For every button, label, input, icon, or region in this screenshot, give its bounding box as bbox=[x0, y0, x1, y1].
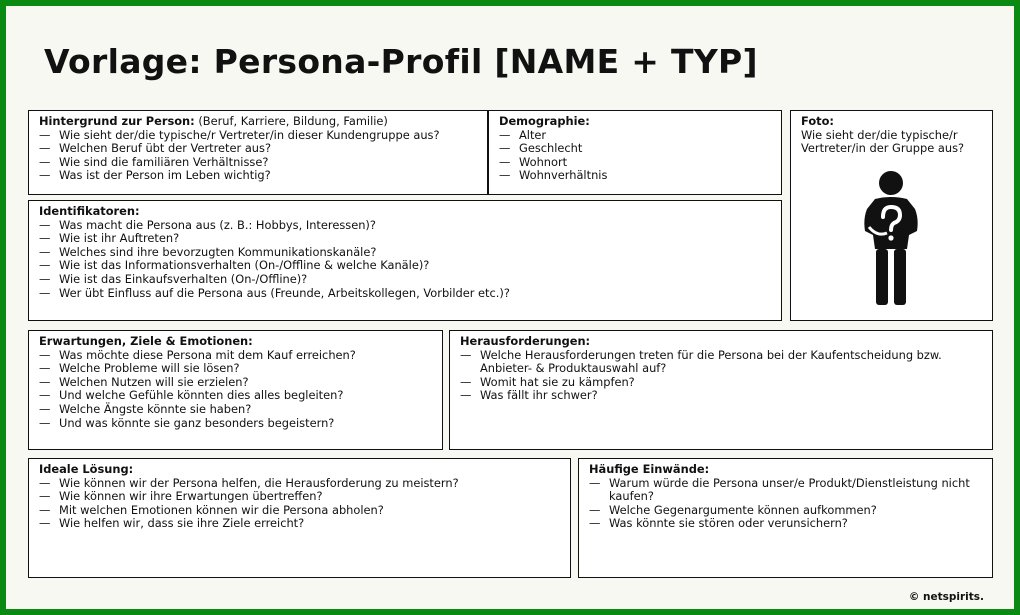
herausforderungen-heading: Herausforderungen: bbox=[460, 334, 591, 348]
list-item: — Was fällt ihr schwer? bbox=[460, 389, 984, 403]
hintergrund-list bbox=[39, 129, 479, 183]
list-item: — Welchen Beruf übt der Vertreter aus? bbox=[39, 142, 479, 156]
section-ideale-loesung bbox=[28, 458, 571, 578]
section-erwartungen bbox=[28, 330, 443, 450]
list-item: — Wohnort bbox=[499, 156, 773, 170]
list-item: — Welches sind ihre bevorzugten Kommunikationskanäle? bbox=[39, 246, 773, 260]
list-item: — Welche Herausforderungen treten für die Persona bei der Kaufentscheidung bzw. Anbieter- & Produktauswahl auf? bbox=[460, 349, 984, 376]
erwartungen-heading: Erwartungen, Ziele & Emotionen: bbox=[39, 334, 253, 348]
list-item: — Wie ist das Informationsverhalten (On-/Offline & welche Kanäle)? bbox=[39, 259, 773, 273]
einwaende-list bbox=[589, 477, 984, 531]
herausforderungen-list bbox=[460, 349, 984, 403]
identifikatoren-list bbox=[39, 219, 773, 301]
page-title: Vorlage: Persona-Profil [NAME + TYP] bbox=[44, 42, 758, 81]
list-item: — Welchen Nutzen will sie erzielen? bbox=[39, 376, 434, 390]
list-item: — Wohnverhältnis bbox=[499, 169, 773, 183]
list-item: — Welche Ängste könnte sie haben? bbox=[39, 403, 434, 417]
list-item: — Wie sind die familiären Verhältnisse? bbox=[39, 156, 479, 170]
hintergrund-heading: Hintergrund zur Person: bbox=[39, 114, 195, 128]
section-heading bbox=[39, 115, 479, 129]
demographie-list bbox=[499, 129, 773, 183]
list-item: — Womit hat sie zu kämpfen? bbox=[460, 376, 984, 390]
section-foto bbox=[790, 110, 993, 321]
list-item: — Warum würde die Persona unser/e Produkt/Dienstleistung nicht kaufen? bbox=[589, 477, 984, 504]
list-item: — Mit welchen Emotionen können wir die Persona abholen? bbox=[39, 504, 562, 518]
list-item: — Alter bbox=[499, 129, 773, 143]
copyright-notice: © netspirits. bbox=[908, 591, 984, 603]
section-identifikatoren bbox=[28, 200, 782, 321]
list-item: — Wie ist das Einkaufsverhalten (On-/Offline)? bbox=[39, 273, 773, 287]
list-item: — Wer übt Einfluss auf die Persona aus (Freunde, Arbeitskollegen, Vorbilder etc.)? bbox=[39, 287, 773, 301]
list-item: — Was macht die Persona aus (z. B.: Hobbys, Interessen)? bbox=[39, 219, 773, 233]
einwaende-heading: Häufige Einwände: bbox=[589, 462, 710, 476]
section-demographie bbox=[488, 110, 782, 195]
list-item: — Wie sieht der/die typische/r Vertreter/in dieser Kundengruppe aus? bbox=[39, 129, 479, 143]
list-item: — Und was könnte sie ganz besonders begeistern? bbox=[39, 417, 434, 431]
persona-question-icon bbox=[859, 169, 923, 309]
foto-description: Wie sieht der/die typische/r Vertreter/in der Gruppe aus? bbox=[801, 127, 965, 156]
demographie-heading: Demographie: bbox=[499, 114, 590, 128]
list-item: — Wie können wir ihre Erwartungen übertreffen? bbox=[39, 490, 562, 504]
loesung-list bbox=[39, 477, 562, 531]
foto-heading: Foto: bbox=[801, 114, 834, 128]
list-item: — Wie helfen wir, dass sie ihre Ziele erreicht? bbox=[39, 517, 562, 531]
loesung-heading: Ideale Lösung: bbox=[39, 462, 134, 476]
list-item: — Was könnte sie stören oder verunsichern? bbox=[589, 517, 984, 531]
list-item: — Was möchte diese Persona mit dem Kauf erreichen? bbox=[39, 349, 434, 363]
identifikatoren-heading: Identifikatoren: bbox=[39, 204, 140, 218]
list-item: — Welche Gegenargumente können aufkommen? bbox=[589, 504, 984, 518]
section-herausforderungen bbox=[449, 330, 993, 450]
erwartungen-list bbox=[39, 349, 434, 431]
section-einwaende bbox=[578, 458, 993, 578]
list-item: — Geschlecht bbox=[499, 142, 773, 156]
list-item: — Welche Probleme will sie lösen? bbox=[39, 362, 434, 376]
hintergrund-subheading: (Beruf, Karriere, Bildung, Familie) bbox=[194, 114, 388, 128]
section-hintergrund bbox=[28, 110, 488, 195]
list-item: — Wie ist ihr Auftreten? bbox=[39, 232, 773, 246]
list-item: — Wie können wir der Persona helfen, die Herausforderung zu meistern? bbox=[39, 477, 562, 491]
list-item: — Was ist der Person im Leben wichtig? bbox=[39, 169, 479, 183]
list-item: — Und welche Gefühle könnten dies alles begleiten? bbox=[39, 389, 434, 403]
